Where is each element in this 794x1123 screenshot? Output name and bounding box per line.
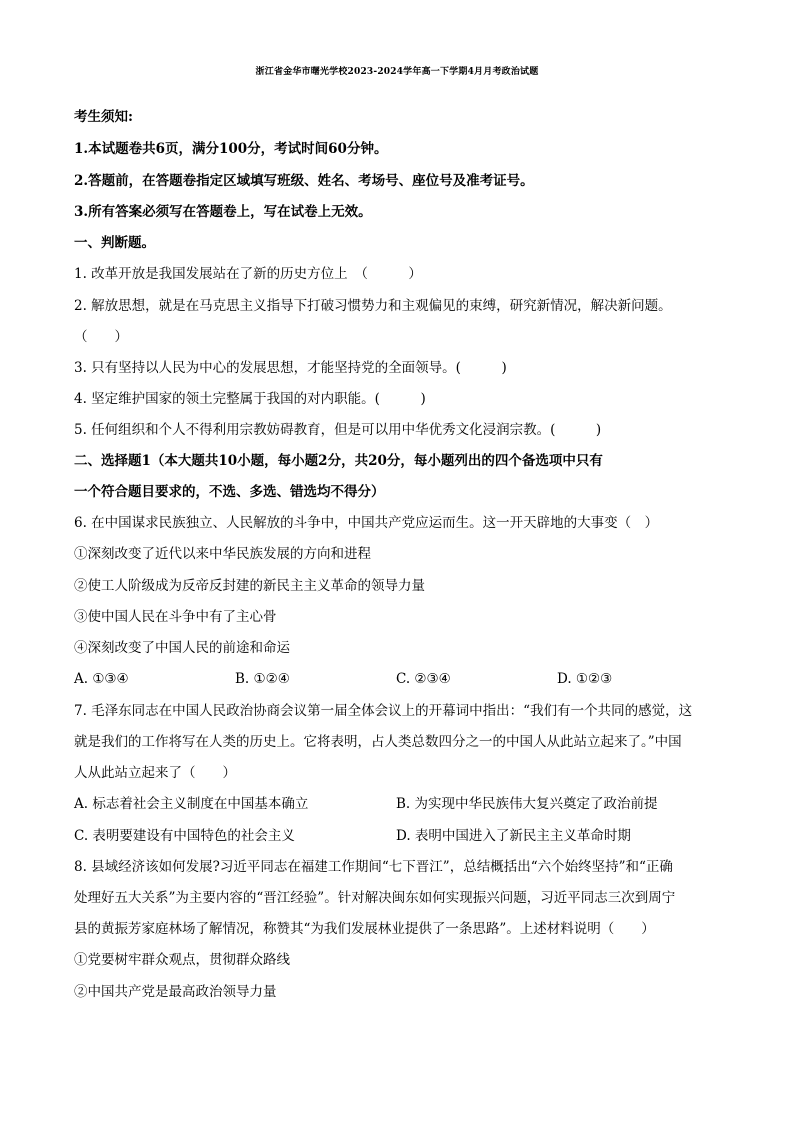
q7-stem: 人从此站立起来了（ ） [74, 765, 236, 781]
q8-item: ②中国共产党是最高政治领导力量 [74, 984, 277, 1000]
q6-item: ③使中国人民在斗争中有了主心骨 [74, 609, 277, 625]
q6-item: ①深刻改变了近代以来中华民族发展的方向和进程 [74, 546, 371, 562]
q7-option-d: D. 表明中国进入了新民主主义革命时期 [396, 828, 631, 844]
q8-item: ①党要树牢群众观点，贯彻群众路线 [74, 952, 290, 968]
answer-blank: （ ） [74, 329, 128, 345]
q7-stem: 就是我们的工作将写在人类的历史上。它将表明，占人类总数四分之一的中国人从此站立起来了。”中国 [74, 734, 682, 750]
notice-heading: 考生须知: [74, 109, 133, 125]
q7-option-c: C. 表明要建设有中国特色的社会主义 [74, 828, 295, 844]
judge-question: 4. 坚定维护国家的领土完整属于我国的对内职能。( ) [74, 391, 426, 407]
notice-item: 3.所有答案必须写在答题卷上，写在试卷上无效。 [74, 204, 372, 220]
judge-question: 5. 任何组织和个人不得利用宗教妨碍教育，但是可以用中华优秀文化浸润宗教。( ) [74, 422, 602, 438]
q6-option-d: D. ①②③ [557, 671, 613, 687]
q8-stem: 处理好五大关系”为主要内容的“晋江经验”。针对解决闽东如何实现振兴问题，习近平同志三次到周宁 [74, 890, 676, 906]
judge-question: 3. 只有坚持以人民为中心的发展思想，才能坚持党的全面领导。( ) [74, 360, 507, 376]
q8-stem: 8. 县域经济该如何发展?习近平同志在福建工作期间“七下晋江”，总结概括出“六个始终坚持”和“正确 [74, 859, 673, 875]
q7-stem: 7. 毛泽东同志在中国人民政治协商会议第一届全体会议上的开幕词中指出：“我们有一个共同的感觉，这 [74, 703, 693, 719]
q6-item: ②使工人阶级成为反帝反封建的新民主主义革命的领导力量 [74, 578, 425, 594]
q6-stem: 6. 在中国谋求民族独立、人民解放的斗争中，中国共产党应运而生。这一开天辟地的大事变（ ） [74, 515, 659, 531]
judge-question: 2. 解放思想，就是在马克思主义指导下打破习惯势力和主观偏见的束缚，研究新情况，解决新问题。 [74, 298, 672, 314]
q7-option-b: B. 为实现中华民族伟大复兴奠定了政治前提 [396, 796, 658, 812]
q6-item: ④深刻改变了中国人民的前途和命运 [74, 640, 290, 656]
notice-item: 2.答题前，在答题卷指定区域填写班级、姓名、考场号、座位号及准考证号。 [74, 173, 534, 189]
notice-item: 1.本试题卷共6页，满分100分，考试时间60分钟。 [74, 141, 388, 157]
q7-option-a: A. 标志着社会主义制度在中国基本确立 [74, 796, 309, 812]
section-heading-cont: 一个符合题目要求的，不选、多选、错选均不得分） [74, 484, 385, 500]
q8-stem: 县的黄振芳家庭林场了解情况，称赞其“为我们发展林业提供了一条思路”。上述材料说明（ ） [74, 921, 655, 937]
section-heading: 一、判断题。 [74, 235, 155, 251]
page-title: 浙江省金华市曙光学校2023-2024学年高一下学期4月月考政治试题 [255, 67, 539, 77]
q6-option-c: C. ②③④ [396, 671, 451, 687]
judge-question: 1. 改革开放是我国发展站在了新的历史方位上 （ ） [74, 266, 422, 282]
q6-option-a: A. ①③④ [74, 671, 129, 687]
section-heading: 二、选择题1（本大题共10小题，每小题2分，共20分，每小题列出的四个备选项中只有 [74, 453, 603, 469]
q6-option-b: B. ①②④ [235, 671, 290, 687]
